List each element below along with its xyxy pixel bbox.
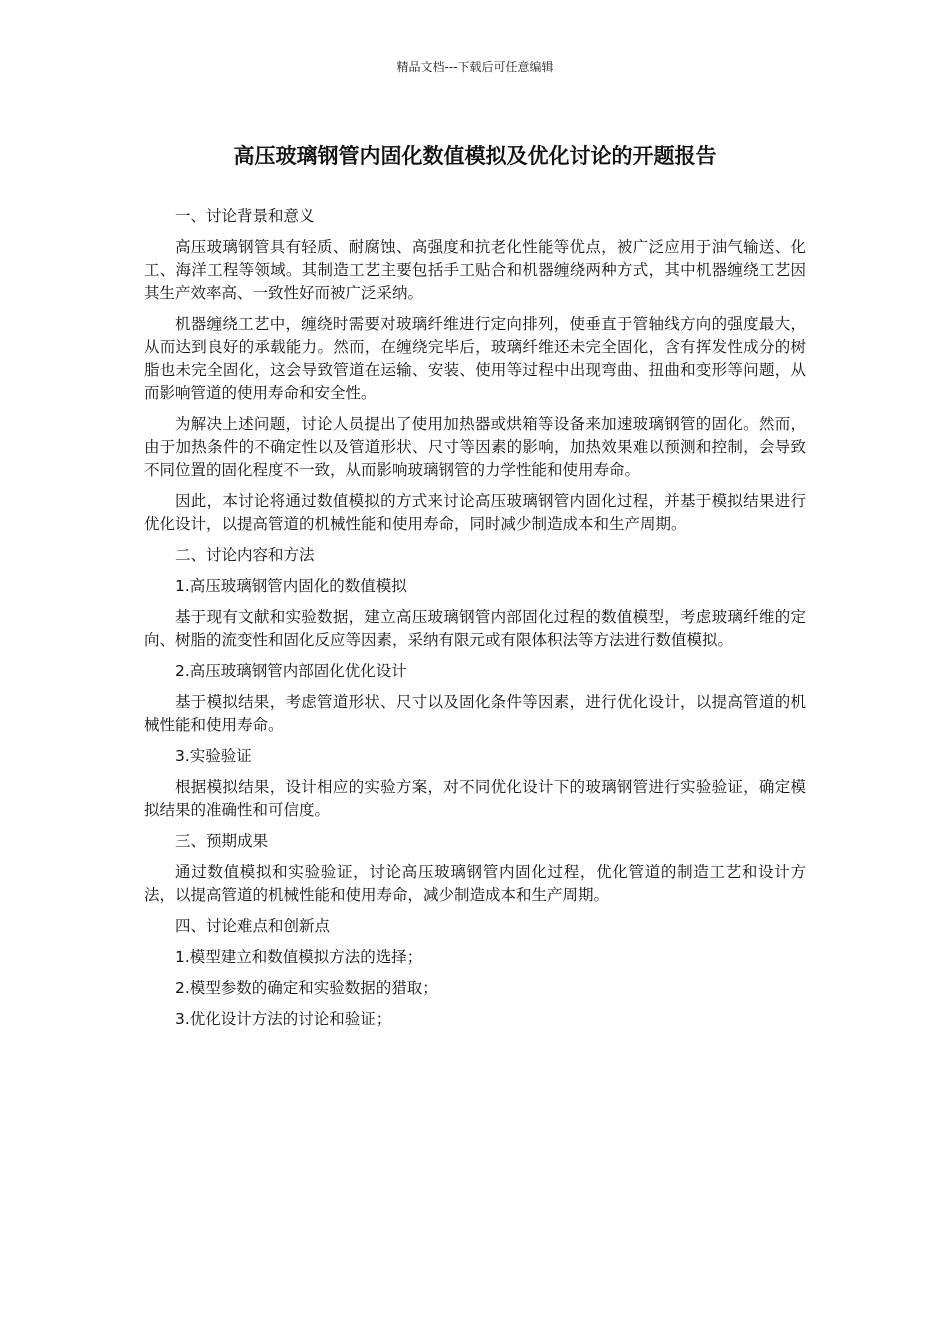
subheading: 2.高压玻璃钢管内部固化优化设计	[175, 662, 407, 680]
subheading: 1.高压玻璃钢管内固化的数值模拟	[175, 577, 407, 595]
subheading: 3.实验验证	[175, 747, 252, 765]
list-item: 2.模型参数的确定和实验数据的猎取；	[175, 979, 438, 997]
document-body	[144, 205, 806, 1039]
paragraph: 根据模拟结果，设计相应的实验方案，对不同优化设计下的玻璃钢管进行实验验证，确定模拟结果的准确性和可信度。	[144, 778, 806, 819]
page-header: 精品文档---下载后可任意编辑	[396, 60, 554, 74]
paragraph: 高压玻璃钢管具有轻质、耐腐蚀、高强度和抗老化性能等优点，被广泛应用于油气输送、化工、海洋工程等领域。其制造工艺主要包括手工贴合和机器缠绕两种方式，其中机器缠绕工艺因其生产效率高、一致性好而被广泛采纳。	[144, 238, 806, 302]
list-item: 1.模型建立和数值模拟方法的选择；	[175, 948, 423, 966]
section-heading-content-methods: 二、讨论内容和方法	[175, 546, 315, 564]
paragraph: 因此，本讨论将通过数值模拟的方式来讨论高压玻璃钢管内固化过程，并基于模拟结果进行优化设计，以提高管道的机械性能和使用寿命，同时减少制造成本和生产周期。	[144, 492, 806, 533]
list-item: 3.优化设计方法的讨论和验证；	[175, 1010, 392, 1028]
paragraph: 基于模拟结果，考虑管道形状、尺寸以及固化条件等因素，进行优化设计，以提高管道的机械性能和使用寿命。	[144, 693, 806, 734]
section-heading-expected-results: 三、预期成果	[175, 832, 269, 850]
document-title: 高压玻璃钢管内固化数值模拟及优化讨论的开题报告	[233, 144, 717, 168]
paragraph: 机器缠绕工艺中，缠绕时需要对玻璃纤维进行定向排列，使垂直于管轴线方向的强度最大，从而达到良好的承载能力。然而，在缠绕完毕后，玻璃纤维还未完全固化，含有挥发性成分的树脂也未完全固化，这会导致管道在运输、安装、使用等过程中出现弯曲、扭曲和变形等问题，从而影响管道的使用寿命和安全性。	[144, 315, 806, 402]
section-heading-background: 一、讨论背景和意义	[175, 207, 315, 225]
section-heading-difficulties: 四、讨论难点和创新点	[175, 917, 331, 935]
paragraph: 基于现有文献和实验数据，建立高压玻璃钢管内部固化过程的数值模型，考虑玻璃纤维的定向、树脂的流变性和固化反应等因素，采纳有限元或有限体积法等方法进行数值模拟。	[144, 608, 806, 649]
paragraph: 为解决上述问题，讨论人员提出了使用加热器或烘箱等设备来加速玻璃钢管的固化。然而，由于加热条件的不确定性以及管道形状、尺寸等因素的影响，加热效果难以预测和控制，会导致不同位置的固化程度不一致，从而影响玻璃钢管的力学性能和使用寿命。	[144, 415, 806, 479]
paragraph: 通过数值模拟和实验验证，讨论高压玻璃钢管内固化过程，优化管道的制造工艺和设计方法，以提高管道的机械性能和使用寿命，减少制造成本和生产周期。	[144, 863, 806, 904]
